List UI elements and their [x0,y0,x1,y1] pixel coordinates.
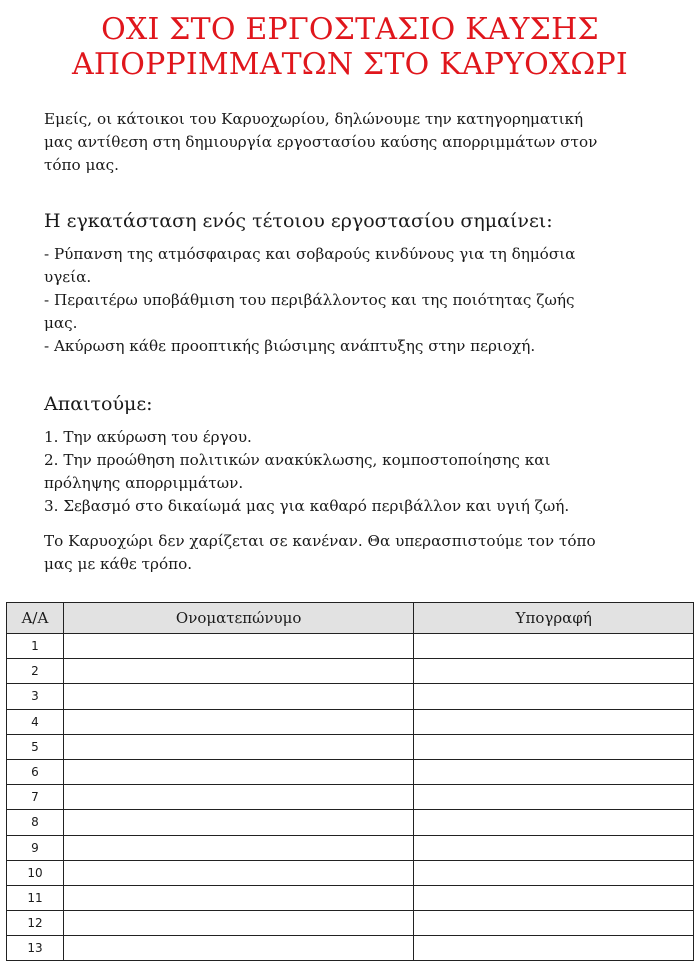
full-name-cell[interactable] [63,785,414,810]
full-name-cell[interactable] [63,734,414,759]
row-number: 5 [7,734,64,759]
row-number: 12 [7,911,64,936]
full-name-cell[interactable] [63,709,414,734]
signature-cell[interactable] [414,835,694,860]
table-row [7,911,694,936]
petition-title-line-2: ΑΠΟΡΡΙΜΜΑΤΩΝ ΣΤΟ ΚΑΡΥΟΧΩΡΙ [72,47,628,82]
table-row [7,860,694,885]
consequence-line: - Ρύπανση της ατμόσφαιρας και σοβαρούς κινδύνους για τη δημόσια [44,245,576,263]
row-number: 6 [7,759,64,784]
table-row [7,835,694,860]
table-row [7,659,694,684]
demand-line: 3. Σεβασμό στο δικαίωμά μας για καθαρό περιβάλλον και υγιή ζωή. [44,497,570,515]
demand-line: 2. Την προώθηση πολιτικών ανακύκλωσης, κομποστοποίησης και [44,451,551,469]
full-name-cell[interactable] [63,911,414,936]
full-name-cell[interactable] [63,835,414,860]
row-number: 11 [7,885,64,910]
intro-line: μας αντίθεση στη δημιουργία εργοστασίου καύσης απορριμμάτων στον [44,133,598,151]
column-header-full-name: Ονοματεπώνυμο [63,603,414,634]
row-number: 10 [7,860,64,885]
signature-table [6,602,694,961]
row-number: 1 [7,634,64,659]
closing-paragraph [44,530,672,576]
consequence-line: - Περαιτέρω υποβάθμιση του περιβάλλοντος και της ποιότητας ζωής [44,291,575,309]
intro-line: Εμείς, οι κάτοικοι του Καρυοχωρίου, δηλώνουμε την κατηγορηματική [44,110,584,128]
full-name-cell[interactable] [63,885,414,910]
signature-cell[interactable] [414,911,694,936]
signature-cell[interactable] [414,860,694,885]
signature-cell[interactable] [414,734,694,759]
closing-line: μας με κάθε τρόπο. [44,555,193,573]
signature-table-body [7,634,694,961]
table-row [7,759,694,784]
row-number: 9 [7,835,64,860]
consequence-line: μας. [44,314,78,332]
table-row [7,734,694,759]
column-header-signature: Υπογραφή [414,603,694,634]
signature-cell[interactable] [414,659,694,684]
consequence-line: υγεία. [44,268,92,286]
demand-line: πρόληψης απορριμμάτων. [44,474,244,492]
signature-cell[interactable] [414,684,694,709]
signature-table-header-row [7,603,694,634]
full-name-cell[interactable] [63,684,414,709]
row-number: 2 [7,659,64,684]
column-header-number: Α/Α [7,603,64,634]
intro-paragraph [44,108,672,177]
consequences-list [44,243,672,358]
demands-heading: Απαιτούμε: [44,393,153,415]
row-number: 3 [7,684,64,709]
signature-cell[interactable] [414,936,694,961]
full-name-cell[interactable] [63,659,414,684]
signature-cell[interactable] [414,709,694,734]
full-name-cell[interactable] [63,936,414,961]
full-name-cell[interactable] [63,759,414,784]
full-name-cell[interactable] [63,810,414,835]
full-name-cell[interactable] [63,634,414,659]
petition-title-line-1: ΟΧΙ ΣΤΟ ΕΡΓΟΣΤΑΣΙΟ ΚΑΥΣΗΣ [101,12,599,47]
table-row [7,709,694,734]
signature-cell[interactable] [414,759,694,784]
demands-list [44,426,672,518]
row-number: 13 [7,936,64,961]
row-number: 7 [7,785,64,810]
table-row [7,634,694,659]
table-row [7,684,694,709]
row-number: 8 [7,810,64,835]
full-name-cell[interactable] [63,860,414,885]
table-row [7,936,694,961]
closing-line: Το Καρυοχώρι δεν χαρίζεται σε κανέναν. Θα υπερασπιστούμε τον τόπο [44,532,596,550]
intro-line: τόπο μας. [44,156,119,174]
signature-cell[interactable] [414,634,694,659]
row-number: 4 [7,709,64,734]
table-row [7,885,694,910]
petition-title [0,12,700,82]
signature-cell[interactable] [414,810,694,835]
demand-line: 1. Την ακύρωση του έργου. [44,428,252,446]
table-row [7,785,694,810]
table-row [7,810,694,835]
signature-cell[interactable] [414,785,694,810]
signature-cell[interactable] [414,885,694,910]
consequences-heading: Η εγκατάσταση ενός τέτοιου εργοστασίου σημαίνει: [44,210,553,232]
consequence-line: - Ακύρωση κάθε προοπτικής βιώσιμης ανάπτυξης στην περιοχή. [44,337,536,355]
